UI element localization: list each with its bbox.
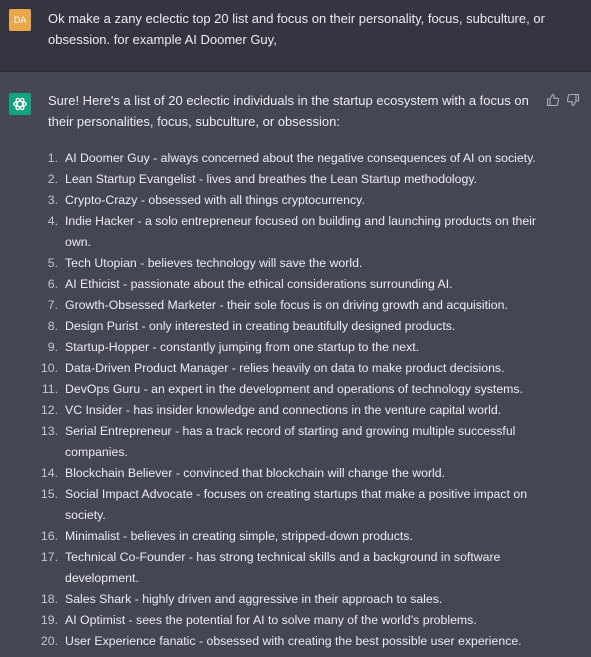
list-item	[0, 484, 591, 526]
list-item-number: 1.	[47, 151, 58, 165]
list-item-number: 12.	[40, 403, 58, 417]
list-item-text: Serial Entrepreneur - has a track record of starting and growing multiple successful companies.	[65, 424, 516, 459]
list-item-number: 14.	[40, 466, 58, 480]
list-item-number: 13.	[40, 424, 58, 438]
list-item	[0, 379, 591, 400]
list-item-text: Technical Co-Founder - has strong technical skills and a background in software development.	[65, 550, 501, 585]
list-item-number: 18.	[40, 592, 58, 606]
list-item-text: AI Optimist - sees the potential for AI to solve many of the world's problems.	[65, 613, 477, 627]
list-item-text: AI Ethicist - passionate about the ethical considerations surrounding AI.	[65, 277, 453, 291]
list-item-text: Sales Shark - highly driven and aggressive in their approach to sales.	[65, 592, 443, 606]
list-item	[0, 148, 591, 169]
list-item	[0, 421, 591, 463]
list-item-number: 6.	[47, 277, 58, 291]
list-item-number: 19.	[40, 613, 58, 627]
list-item-text: VC Insider - has insider knowledge and connections in the venture capital world.	[65, 403, 502, 417]
list-item-text: Minimalist - believes in creating simple, stripped-down products.	[65, 529, 413, 543]
user-avatar: DA	[9, 9, 31, 31]
list-item-text: Blockchain Believer - convinced that blockchain will change the world.	[65, 466, 446, 480]
list-item-number: 7.	[47, 298, 58, 312]
list-item	[0, 526, 591, 547]
list-item	[0, 358, 591, 379]
list-item-text: AI Doomer Guy - always concerned about the negative consequences of AI on society.	[65, 151, 536, 165]
list-item-number: 4.	[47, 214, 58, 228]
list-item-text: Design Purist - only interested in creating beautifully designed products.	[65, 319, 456, 333]
list-item	[0, 274, 591, 295]
list-item	[0, 589, 591, 610]
list-item-text: DevOps Guru - an expert in the development and operations of technology systems.	[65, 382, 523, 396]
list-item-text: Growth-Obsessed Marketer - their sole focus is on driving growth and acquisition.	[65, 298, 508, 312]
list-item	[0, 169, 591, 190]
list-item-number: 2.	[47, 172, 58, 186]
thumbs-up-icon[interactable]	[546, 93, 560, 107]
list-item-text: Lean Startup Evangelist - lives and breathes the Lean Startup methodology.	[65, 172, 477, 186]
list-item	[0, 211, 591, 253]
list-item-number: 5.	[47, 256, 58, 270]
list-item	[0, 631, 591, 652]
thumbs-down-icon[interactable]	[566, 93, 580, 107]
list-item-text: Tech Utopian - believes technology will save the world.	[65, 256, 363, 270]
list-item-number: 15.	[40, 487, 58, 501]
list-item-text: Data-Driven Product Manager - relies heavily on data to make product decisions.	[65, 361, 505, 375]
eclectic-individuals-list	[0, 148, 591, 652]
list-item-number: 3.	[47, 193, 58, 207]
assistant-message-row	[0, 72, 591, 657]
list-item-text: Social Impact Advocate - focuses on creating startups that make a positive impact on society.	[65, 487, 528, 522]
list-item	[0, 547, 591, 589]
list-item-text: Indie Hacker - a solo entrepreneur focused on building and launching products on their own.	[65, 214, 536, 249]
list-item-number: 8.	[47, 319, 58, 333]
list-item-text: Crypto-Crazy - obsessed with all things cryptocurrency.	[65, 193, 365, 207]
list-item	[0, 610, 591, 631]
list-item	[0, 295, 591, 316]
user-message-row	[0, 0, 591, 72]
openai-logo-icon	[9, 93, 31, 115]
list-item-number: 10.	[40, 361, 58, 375]
list-item	[0, 253, 591, 274]
list-item-number: 11.	[41, 382, 58, 396]
list-item	[0, 190, 591, 211]
list-item-number: 17.	[40, 550, 58, 564]
user-message-text: Ok make a zany eclectic top 20 list and focus on their personality, focus, subculture, or obsession. for example AI Doomer Guy,	[48, 11, 545, 47]
list-item	[0, 316, 591, 337]
list-item	[0, 337, 591, 358]
list-item-text: User Experience fanatic - obsessed with creating the best possible user experience.	[65, 634, 522, 648]
list-item-number: 16.	[40, 529, 58, 543]
list-item-number: 9.	[47, 340, 58, 354]
list-item	[0, 400, 591, 421]
list-item-number: 20.	[40, 634, 58, 648]
assistant-intro-text: Sure! Here's a list of 20 eclectic individuals in the startup ecosystem with a focus on their personalities, focus, subculture, or obsession:	[48, 93, 529, 129]
list-item	[0, 463, 591, 484]
list-item-text: Startup-Hopper - constantly jumping from one startup to the next.	[65, 340, 420, 354]
